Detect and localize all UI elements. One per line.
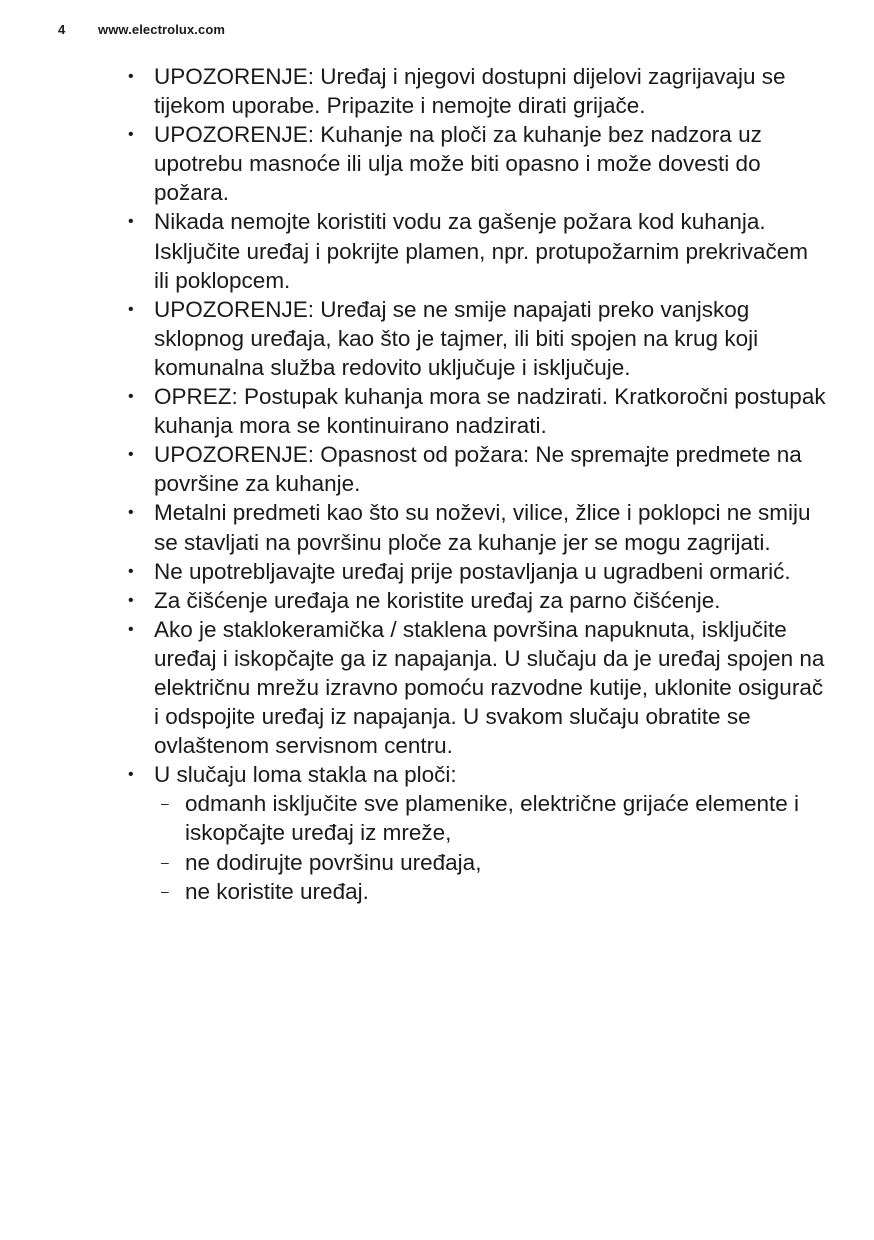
list-item: • UPOZORENJE: Opasnost od požara: Ne spremajte predmete na površine za kuhanje. bbox=[128, 440, 828, 498]
sub-list-item: – odmanh isključite sve plamenike, električne grijaće elemente i iskopčajte uređaj iz mreže, bbox=[154, 789, 828, 847]
page-header bbox=[58, 22, 225, 37]
list-item: • Metalni predmeti kao što su noževi, vilice, žlice i poklopci ne smiju se stavljati na površinu ploče za kuhanje jer se mogu zagrijati. bbox=[128, 498, 828, 556]
list-item: • UPOZORENJE: Uređaj se ne smije napajati preko vanjskog sklopnog uređaja, kao što je tajmer, ili biti spojen na krug koji komunalna služba redovito uključuje i isključuje. bbox=[128, 295, 828, 382]
list-item: • UPOZORENJE: Kuhanje na ploči za kuhanje bez nadzora uz upotrebu masnoće ili ulja može biti opasno i može dovesti do požara. bbox=[128, 120, 828, 207]
page-number: 4 bbox=[58, 22, 66, 37]
website-url: www.electrolux.com bbox=[98, 22, 226, 37]
sub-list-item: – ne koristite uređaj. bbox=[154, 877, 828, 906]
list-item: • Za čišćenje uređaja ne koristite uređaj za parno čišćenje. bbox=[128, 586, 828, 615]
sub-list-item: – ne dodirujte površinu uređaja, bbox=[154, 848, 828, 877]
list-item-text: U slučaju loma stakla na ploči: bbox=[154, 762, 457, 788]
list-item: • OPREZ: Postupak kuhanja mora se nadzirati. Kratkoročni postupak kuhanja mora se kontinuirano nadzirati. bbox=[128, 382, 828, 440]
list-item: • Ako je staklokeramička / staklena površina napuknuta, isključite uređaj i iskopčajte ga iz napajanja. U slučaju da je uređaj spojen na električnu mrežu izravno pomoću razvodne kutije, uklonite osigurač i odspojite uređaj iz napajanja. U svakom slučaju obratite se ovlaštenom servisnom centru. bbox=[128, 615, 828, 760]
safety-instructions bbox=[128, 62, 828, 906]
sub-list bbox=[154, 789, 828, 905]
list-item: • Ne upotrebljavajte uređaj prije postavljanja u ugradbeni ormarić. bbox=[128, 557, 828, 586]
list-item: • Nikada nemojte koristiti vodu za gašenje požara kod kuhanja. Isključite uređaj i pokrijte plamen, npr. protupožarnim prekrivačem ili poklopcem. bbox=[128, 207, 828, 294]
warning-list bbox=[128, 62, 828, 906]
list-item-glass-breakage bbox=[128, 760, 828, 905]
list-item: • UPOZORENJE: Uređaj i njegovi dostupni dijelovi zagrijavaju se tijekom uporabe. Pripazite i nemojte dirati grijače. bbox=[128, 62, 828, 120]
